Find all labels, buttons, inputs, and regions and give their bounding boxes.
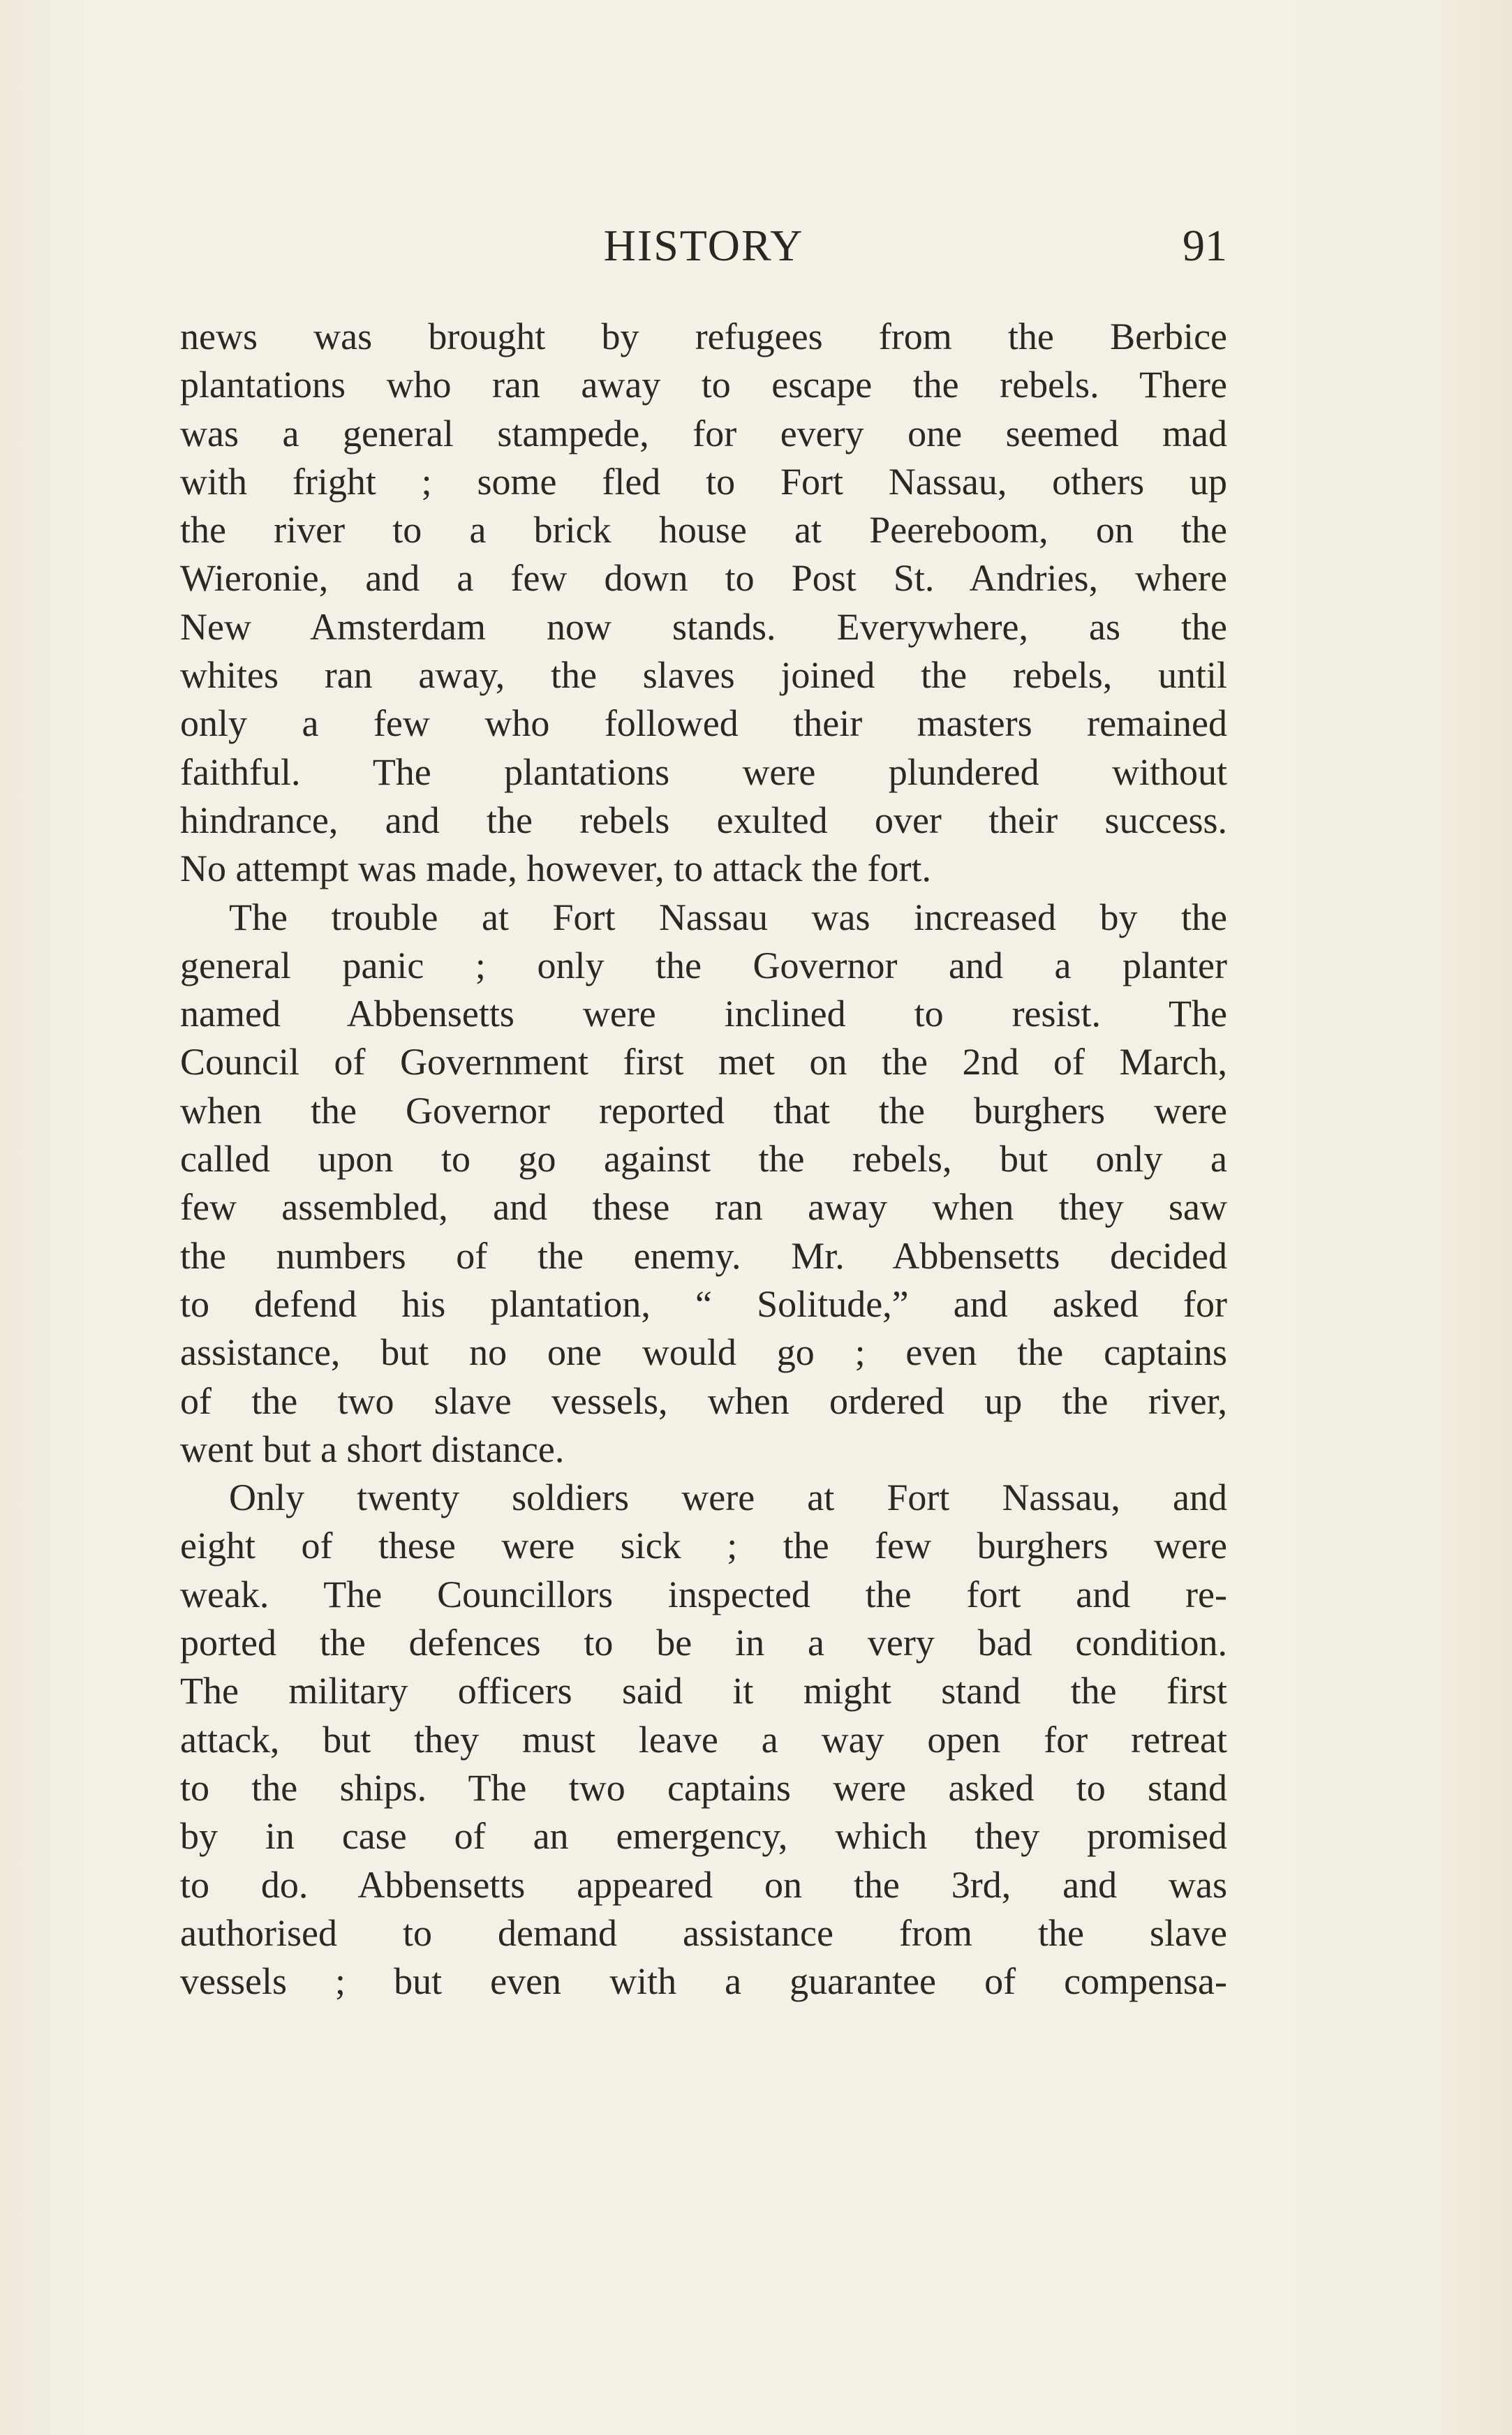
text-line: The trouble at Fort Nassau was increased by the bbox=[229, 896, 1227, 938]
text-line: the river to a brick house at Peereboom, on the bbox=[180, 509, 1227, 552]
text-line: whites ran away, the slaves joined the rebels, until bbox=[180, 654, 1227, 697]
text-line: vessels ; but even with a guarantee of compensa- bbox=[180, 1960, 1227, 2003]
text-line: called upon to go against the rebels, but only a bbox=[180, 1138, 1227, 1181]
text-line: Only twenty soldiers were at Fort Nassau, and bbox=[229, 1476, 1227, 1519]
text-line: Wieronie, and a few down to Post St. Andries, where bbox=[180, 557, 1227, 600]
text-line: went but a short distance. bbox=[180, 1428, 565, 1470]
text-line: New Amsterdam now stands. Everywhere, as the bbox=[180, 605, 1227, 648]
text-line: hindrance, and the rebels exulted over their success. bbox=[180, 799, 1227, 841]
text-line: with fright ; some fled to Fort Nassau, others up bbox=[180, 460, 1227, 503]
text-line: few assembled, and these ran away when they saw bbox=[180, 1186, 1227, 1229]
text-line: of the two slave vessels, when ordered up the river, bbox=[180, 1379, 1227, 1422]
text-line: to do. Abbensetts appeared on the 3rd, and was bbox=[180, 1863, 1227, 1906]
text-line: the numbers of the enemy. Mr. Abbensetts decided bbox=[180, 1234, 1227, 1277]
page-number: 91 bbox=[1183, 221, 1227, 270]
text-line: authorised to demand assistance from the slave bbox=[180, 1911, 1227, 1954]
body-text bbox=[180, 313, 1227, 2006]
text-line: No attempt was made, however, to attack the fort. bbox=[180, 848, 931, 890]
text-line: attack, but they must leave a way open for retreat bbox=[180, 1718, 1227, 1761]
text-line: ported the defences to be in a very bad condition. bbox=[180, 1622, 1227, 1664]
text-line: to the ships. The two captains were asked to stand bbox=[180, 1766, 1227, 1809]
text-line: plantations who ran away to escape the rebels. There bbox=[180, 364, 1227, 406]
text-line: to defend his plantation, “ Solitude,” and asked for bbox=[180, 1282, 1227, 1325]
text-line: only a few who followed their masters remained bbox=[180, 702, 1227, 745]
text-line: faithful. The plantations were plundered without bbox=[180, 750, 1227, 793]
text-line: news was brought by refugees from the Berbice bbox=[180, 316, 1227, 357]
text-line: was a general stampede, for every one seemed mad bbox=[180, 412, 1227, 454]
text-line: when the Governor reported that the burghers were bbox=[180, 1089, 1227, 1132]
running-title: HISTORY bbox=[603, 221, 804, 270]
text-line: by in case of an emergency, which they promised bbox=[180, 1815, 1227, 1858]
text-line: eight of these were sick ; the few burghers were bbox=[180, 1525, 1227, 1567]
text-line: weak. The Councillors inspected the fort and re- bbox=[180, 1573, 1227, 1615]
text-line: assistance, but no one would go ; even the captains bbox=[180, 1331, 1227, 1374]
text-line: general panic ; only the Governor and a planter bbox=[180, 944, 1227, 986]
text-line: Council of Government first met on the 2nd of March, bbox=[180, 1041, 1227, 1083]
text-line: named Abbensetts were inclined to resist. The bbox=[180, 993, 1227, 1035]
page-header bbox=[180, 218, 1227, 274]
text-line: The military officers said it might stand the first bbox=[180, 1670, 1227, 1712]
